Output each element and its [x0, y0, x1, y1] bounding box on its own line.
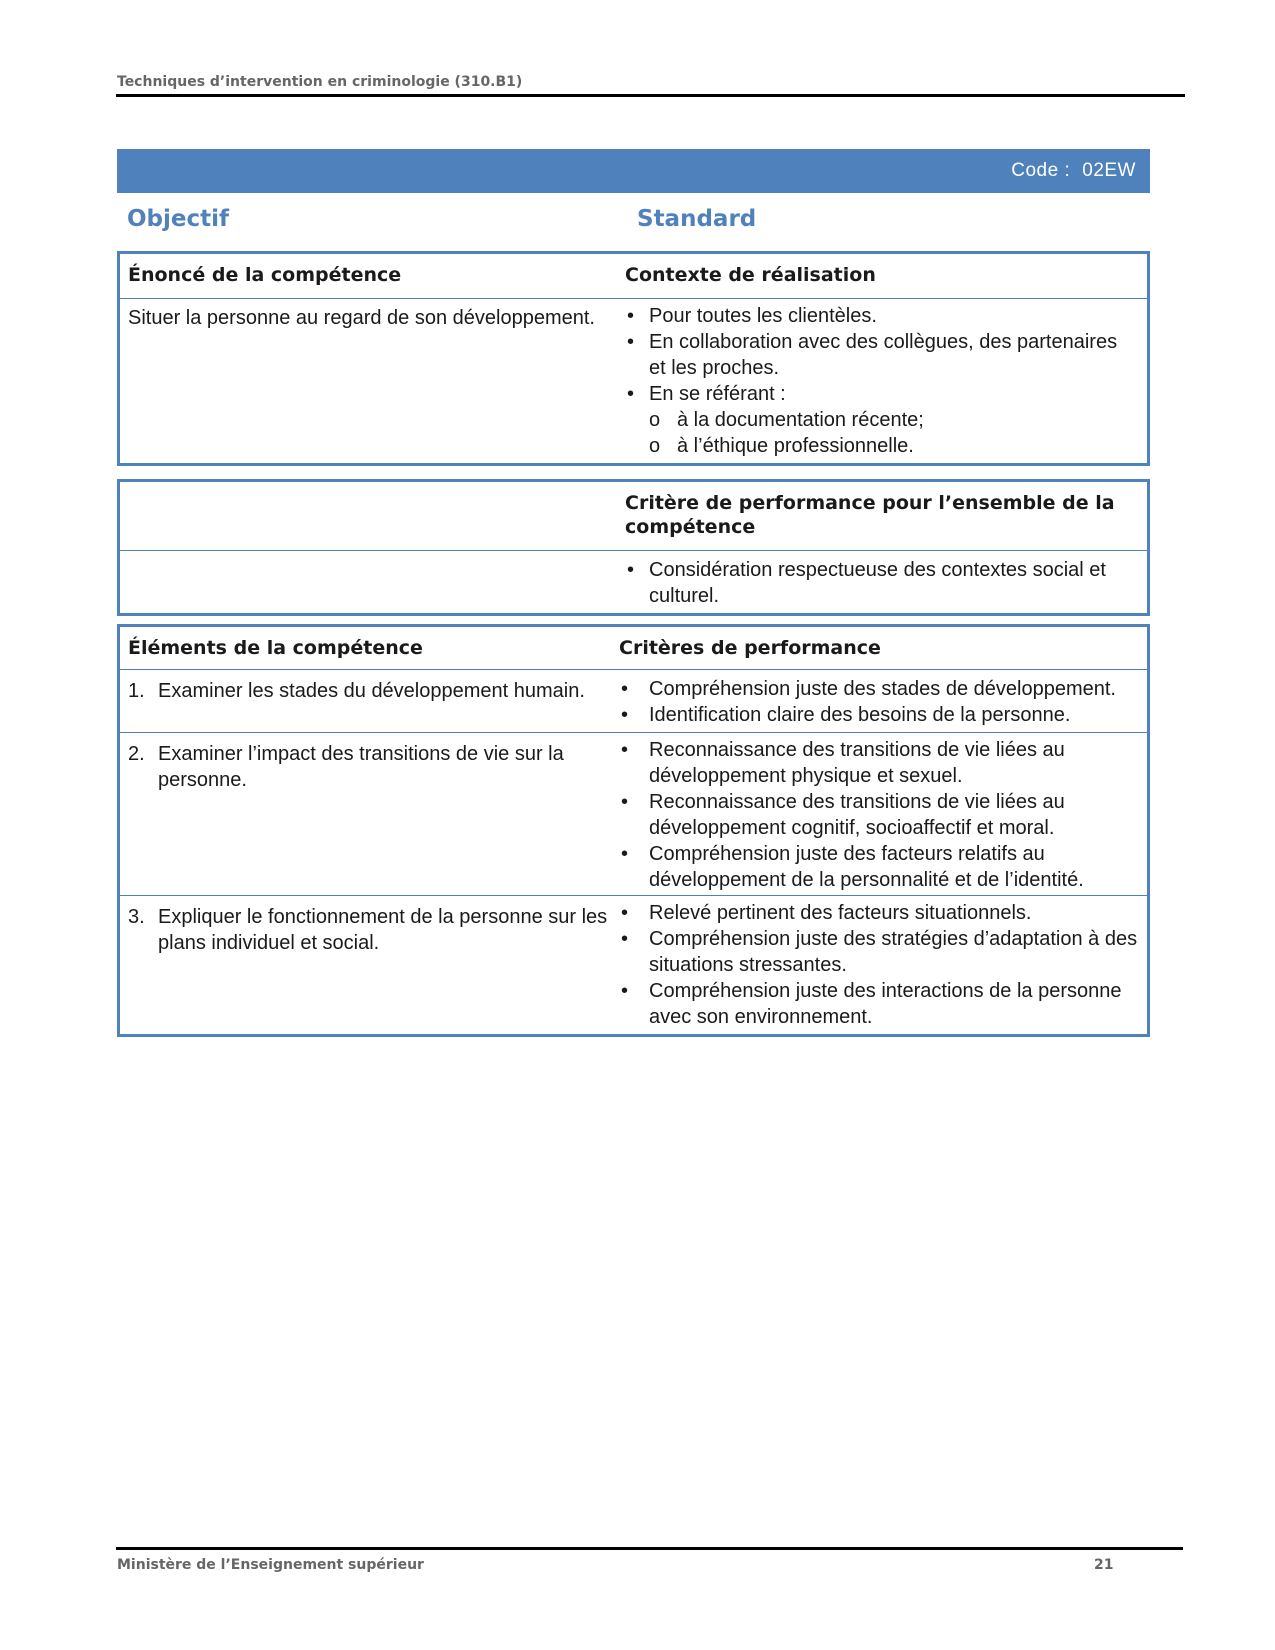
criteria-item: • Considération respectueuse des contextes social et culturel. [625, 557, 1139, 609]
code-value: 02EW [1082, 160, 1136, 181]
context-sublist [649, 407, 1139, 459]
code-bar [117, 149, 1150, 193]
element-item: 2. Examiner l’impact des transitions de vie sur la personne. [128, 743, 564, 791]
context-list [625, 303, 1139, 459]
criteria-item: • Compréhension juste des interactions de la personne avec son environnement. [619, 978, 1139, 1030]
performance-criteria-header: Critères de performance [619, 637, 881, 659]
competence-statement-table [117, 251, 1150, 466]
element-item: 1. Examiner les stades du développement humain. [128, 680, 585, 702]
context-subitem: o à la documentation récente; [649, 407, 1139, 433]
table-row [120, 895, 1147, 1034]
criteria-item: • Compréhension juste des stades de développement. [619, 676, 1139, 702]
element-item: 3. Expliquer le fonctionnement de la personne sur les plans individuel et social. [128, 906, 608, 954]
overall-criteria-header: Critère de performance pour l’ensemble de la compétence [625, 492, 1115, 538]
context-item: • En se référant : o à la documentation récente; o à l’éthique professionnelle. [625, 381, 1139, 459]
criteria-item: • Reconnaissance des transitions de vie liées au développement cognitif, socioaffectif et moral. [619, 789, 1139, 841]
context-subitem: o à l’éthique professionnelle. [649, 433, 1139, 459]
criteria-item: • Relevé pertinent des facteurs situationnels. [619, 900, 1139, 926]
standard-heading: Standard [637, 206, 757, 232]
criteria-item: • Compréhension juste des facteurs relatifs au développement de la personnalité et de l’identité. [619, 841, 1139, 893]
table-row [120, 732, 1147, 895]
page-number: 21 [1094, 1557, 1114, 1573]
criteria-item: • Identification claire des besoins de la personne. [619, 702, 1139, 728]
overall-criteria-table [117, 479, 1150, 616]
context-item: • En collaboration avec des collègues, des partenaires et les proches. [625, 329, 1139, 381]
objectif-heading: Objectif [127, 206, 230, 232]
competence-statement: Situer la personne au regard de son développement. [128, 307, 595, 329]
context-header: Contexte de réalisation [625, 264, 876, 286]
header-rule [116, 94, 1185, 97]
overall-criteria-list [625, 557, 1139, 609]
empty-cell [120, 482, 617, 550]
statement-header: Énoncé de la compétence [128, 264, 402, 286]
elements-table [117, 624, 1150, 1037]
footer-rule [116, 1547, 1183, 1550]
empty-cell [120, 551, 617, 613]
document-header-title: Techniques d’intervention en criminologie (310.B1) [117, 74, 523, 90]
context-item: • Pour toutes les clientèles. [625, 303, 1139, 329]
elements-header: Éléments de la compétence [128, 637, 423, 659]
criteria-item: • Compréhension juste des stratégies d’adaptation à des situations stressantes. [619, 926, 1139, 978]
table-row [120, 669, 1147, 732]
criteria-item: • Reconnaissance des transitions de vie liées au développement physique et sexuel. [619, 737, 1139, 789]
code-label: Code : [1011, 160, 1071, 181]
section-labels [127, 206, 1147, 236]
footer-ministry: Ministère de l’Enseignement supérieur [117, 1557, 424, 1573]
